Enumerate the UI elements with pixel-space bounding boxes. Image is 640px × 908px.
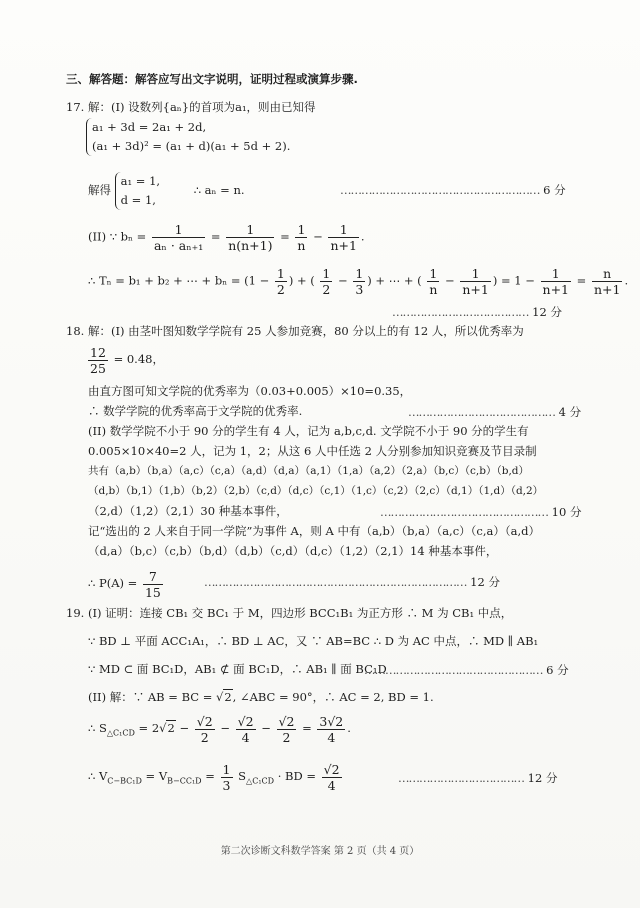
q18-score-4 [408,404,581,420]
q17-part2: (II) ∵ bₙ = $\frac{1}{\text{aₙ · aₙ₊₁}}$ = $\frac{1}{n(n+1)}$ = $\frac{1}{n}$ − $\frac{1}{n+1}$ . [88,222,365,253]
score-label: 4 分 [558,405,582,419]
q19-line2: ∵ BD ⊥ 平面 ACC₁A₁，∴ BD ⊥ AC，又 ∵ AB=BC ∴ D 为 AC 中点，∴ MD ∥ AB₁ [88,634,539,648]
q19-s-frac2-den: 4 [241,729,250,745]
q19-v-frac-den: 3 [222,777,231,793]
q19-line4a: (II) 解：∵ AB = BC = [88,690,213,704]
q18-line1-text: 解：(I) 由茎叶图知数学学院有 25 人参加竞赛，80 分以上的有 12 人，所以优秀率为 [87,324,524,338]
q19-v-s: S [238,769,247,783]
q18-rate-value: = 0.48， [113,352,164,366]
q17-sol1: a₁ = 1, [120,174,161,188]
q19-v-frac [221,762,233,793]
q18-rate [86,344,164,376]
q19-label: 19. [66,606,85,620]
q17-b-den: aₙ · aₙ₊₁ [153,238,204,253]
q17-system [86,118,290,156]
q19-volume [88,760,344,797]
score-label: 6 分 [543,183,566,197]
q18-line1 [66,324,524,338]
leader-dots: ……………………………… [398,771,524,785]
q19-v-prefix: ∴ V [88,769,108,783]
q18-p-fraction [143,569,163,600]
q18-line2: 由直方图可知文学院的优秀率为（0.03+0.005）×10=0.35， [88,384,412,398]
q18-line8: （2,d）（1,2）（2,1）30 种基本事件， [88,504,288,518]
q19-s-sqrt2: 2 [167,721,175,735]
q19-s-frac1 [195,714,215,745]
q19-v-sub1: C−BC₁D [107,776,142,786]
q17-solution-system [115,172,160,210]
q18-rate-den: 25 [90,360,106,376]
leader-dots: ………………………………………… [380,505,548,519]
q17-solve-word: 解得 [88,183,111,197]
q19-score-6 [364,662,569,678]
q19-s-minus: − [179,721,190,735]
q19-line1 [66,606,512,620]
q17-sol2: d = 1, [120,193,156,207]
q19-v-result-num: √2 [323,761,340,777]
score-label: 10 分 [551,505,582,519]
q19-v-eq: = V [145,769,168,783]
q19-line4c: , ∠ABC = 90°，∴ AC = 2, BD = 1. [232,690,434,704]
q17-b-minus: − [313,229,323,244]
q17-t-line: ∴ Tₙ = b₁ + b₂ + ⋯ + bₙ = (1 − [88,273,270,288]
q18-p-den: 15 [144,584,161,600]
q17-b-num: 1 [152,222,205,238]
q19-v-bd: · BD = [277,769,316,783]
q19-v-s-sub: △C₁CD [246,776,275,786]
q19-s-frac1-num: √2 [196,713,213,729]
q19-score-12 [398,770,557,786]
score-label: 12 分 [527,771,558,785]
q18-line10: （d,a）（b,c）（c,b）（b,d）（d,b）（c,d）（d,c）（1,2）（2,1）14 种基本事件， [88,544,498,558]
q17-conclusion: ∴ aₙ = n. [193,183,245,197]
q18-line7: （d,b）（b,1）（1,b）（b,2）（2,b）（c,d）（d,c）（c,1）（1,c）（c,2）（2,c）（d,1）（1,d）（d,2） [88,485,544,497]
q19-line4: (II) 解：∵ AB = BC = √2, ∠ABC = 90°，∴ AC = 2, BD = 1. [88,690,434,704]
q19-v-frac-num: 1 [222,761,231,777]
q19-s-result-den: 4 [327,729,336,745]
q17-b-fraction [152,222,205,253]
q19-s-prefix: ∴ S [88,721,107,735]
q18-label: 18. [66,324,85,338]
q17-intro [66,100,316,114]
q18-line5: 0.005×10×40=2 人，记为 1，2；从这 6 人中任选 2 人分别参加知识竞赛及节目录制 [88,444,537,458]
q19-line1-text: (I) 证明：连接 CB₁ 交 BC₁ 于 M，四边形 BCC₁B₁ 为正方形 ∴ M 为 CB₁ 中点， [87,606,513,620]
q19-v-sub2: B−CC₁D [167,776,202,786]
q17-solution [88,172,245,210]
q17-b-den2: n(n+1) [228,238,273,253]
score-label: 12 分 [532,305,562,319]
q19-s-frac2: $\frac{√2}{4}$ [237,713,254,745]
q19-s-sub: △C₁CD [106,728,135,738]
q19-v-result-den: 4 [327,777,336,793]
score-label: 6 分 [546,663,569,677]
q18-line4: (II) 数学学院不小于 90 分的学生有 4 人，记为 a,b,c,d. 文学院不小于 90 分的学生有 [88,424,529,438]
q18-p-num: 7 [143,569,163,585]
score-label: 12 分 [470,575,500,589]
leader-dots: ………………………………………………………………… [204,575,467,589]
q17-eq1: a₁ + 3d = 2a₁ + 2d, [92,120,207,134]
q18-line3: ∴ 数学学院的优秀率高于文学院的优秀率. [88,404,303,418]
q17-b-num2: 1 [226,222,274,238]
q18-line9: 记“选出的 2 人来自于同一学院”为事件 A，则 A 中有（a,b）（b,a）（a,c）（c,a）（a,d） [88,524,540,538]
q19-v-eq2: = [205,769,215,783]
q17-score-6 [340,182,566,198]
q18-rate-num: 12 [90,344,106,360]
leader-dots: …………………………………… [408,405,555,419]
q17-label: 17. [66,100,85,114]
q19-s-frac1-den: 2 [200,729,209,745]
q17-eq2: (a₁ + 3d)² = (a₁ + d)(a₁ + 5d + 2). [92,139,291,153]
leader-dots: …………………………………………… [364,663,543,677]
q19-area: ∴ $S_{\triangle C_1CD} = 2√2$ − $\frac{√2}{2}$ − $\frac{√2}{4}$ − $\frac{√2}{2}$ = $\frac{3√2}{4}$ . [88,713,351,745]
q18-line6: 共有（a,b）（b,a）（a,c）（c,a）（a,d）（d,a）（a,1）（1,a）（a,2）（2,a）（b,c）（c,b）（b,d） [88,465,530,477]
q18-rate-fraction [88,345,108,376]
q19-line3: ∵ MD ⊂ 面 BC₁D，AB₁ ⊄ 面 BC₁D，∴ AB₁ ∥ 面 BC₁D [88,662,387,676]
q18-score-10 [380,504,581,520]
q19-s-eq: = 2 [138,721,160,735]
leader-dots: ………………………………… [392,305,529,319]
section-title: 三、解答题：解答应写出文字说明，证明过程或演算步骤. [66,72,358,86]
q18-p-prefix: ∴ P(A) = [88,576,138,590]
q18-score-12 [204,574,500,590]
q19-s-result-num: 3√2 [319,713,344,729]
q17-score-12 [392,304,562,320]
leader-dots: ………………………………………………… [340,183,540,197]
q19-v-result [322,762,342,793]
q17-part2-label: (II) ∵ bₙ = [88,229,147,244]
q19-s-result [317,714,345,745]
page-footer: 第二次诊断文科数学答案 第 2 页（共 4 页） [220,846,420,857]
q18-probability [88,568,165,600]
q19-line4-sqrt: 2 [224,690,232,704]
q17-intro-text: 解：(I) 设数列{aₙ}的首项为a₁，则由已知得 [87,100,316,114]
q17-sum: ∴ Tₙ = b₁ + b₂ + ⋯ + bₙ = (1 − $\frac{1}{2}$ ) + ( $\frac{1}{2}$ − $\frac{1}{3}$ ) + ⋯ + ( $\frac{1}{n}$ − $\frac{1}{n+1}$ ) = 1 − $\frac{1}{n+1}$ = $\frac{n}{n+1}$ . [88,266,629,297]
q17-equation-system [86,118,290,156]
q17-b-fraction2 [226,222,274,253]
q17-b-eq: = [210,229,221,244]
